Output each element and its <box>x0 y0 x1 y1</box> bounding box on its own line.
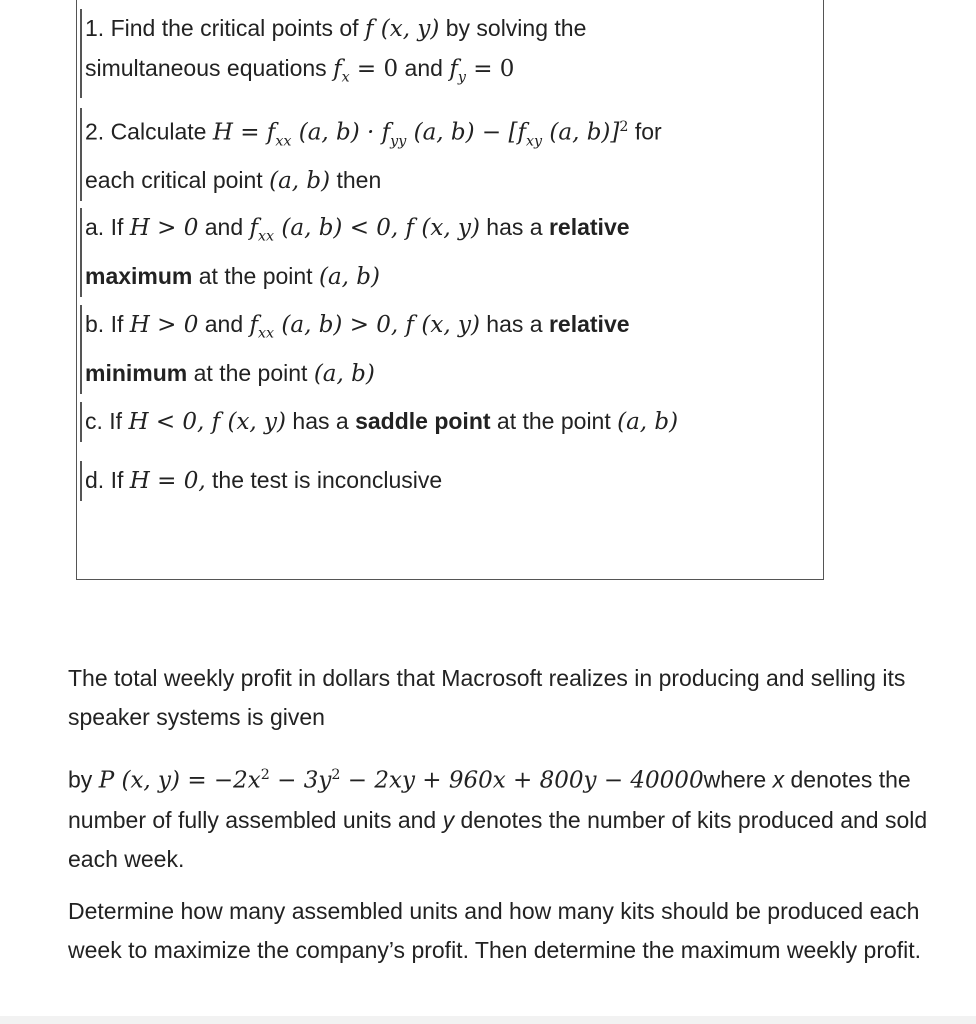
step-a <box>80 208 820 297</box>
math-fx-sub: x <box>341 69 350 86</box>
math-cond: H > 0 <box>129 215 199 241</box>
step-c <box>80 402 820 442</box>
step-1-and: and <box>398 55 450 81</box>
step-b-has: has a <box>479 311 549 337</box>
step-a-text: a. If <box>85 214 130 240</box>
step-2 <box>80 108 820 201</box>
math-cond: H < 0, f (x, y) <box>128 409 287 435</box>
problem-where: where <box>703 766 773 793</box>
math-profit-fn-3: − 2xy + 960x + 800y − 40000 <box>340 767 704 794</box>
problem-desc-y: denotes the number of kits produced and sold each week. <box>68 806 928 872</box>
step-1 <box>80 9 820 98</box>
math-eq0: = 0 <box>349 56 399 82</box>
step-c-tail: at the point <box>490 408 618 434</box>
math-fxy: f (x, y) <box>364 16 440 42</box>
emphasis-minimum: minimum <box>85 359 188 386</box>
math-fx: f <box>333 56 342 82</box>
emphasis-saddle-point: saddle point <box>355 408 491 434</box>
step-d <box>80 461 820 501</box>
step-2-suffix: for <box>628 118 662 145</box>
math-sub: xx <box>258 228 275 245</box>
step-2-line2: each critical point <box>85 167 270 194</box>
math-ab3: (a, b)] <box>542 119 620 146</box>
step-a-has: has a <box>479 214 549 240</box>
step-b-and: and <box>198 311 250 337</box>
step-1-text: 1. Find the critical points of <box>85 15 365 41</box>
math-point: (a, b) <box>617 409 679 435</box>
math-point: (a, b) <box>318 263 380 290</box>
math-fy: f <box>449 56 458 82</box>
math-ab1: (a, b) · f <box>291 119 391 146</box>
bottom-edge <box>0 1016 976 1024</box>
problem-desc-x: denotes the number of fully assembled units and <box>68 766 911 833</box>
math-sub-yy: yy <box>390 133 407 150</box>
step-b <box>80 305 820 394</box>
math-eq0b: = 0 <box>465 56 515 82</box>
math-profit-fn: P (x, y) = −2x <box>98 767 261 794</box>
math-f: f <box>249 215 259 241</box>
instructions-box <box>76 0 824 580</box>
var-x: x <box>772 766 785 793</box>
step-d-tail: the test is inconclusive <box>205 467 443 493</box>
math-cond: H > 0 <box>129 312 199 338</box>
math-point: (a, b) <box>313 360 375 387</box>
step-c-text: c. If <box>85 408 129 434</box>
step-b-tail: at the point <box>187 359 314 386</box>
step-2-text: 2. Calculate <box>85 118 213 145</box>
math-sub: xx <box>258 325 275 342</box>
math-sub-xy: xy <box>525 133 543 150</box>
math-sup: 2 <box>260 767 270 783</box>
step-2-then: then <box>330 167 382 194</box>
problem-function <box>68 756 953 879</box>
problem-question: Determine how many assembled units and how many kits should be produced each week to maximize the company’s profit. Then determine the maximum weekly profit. <box>68 898 922 963</box>
math-fy-sub: y <box>457 69 466 86</box>
math-sub-xx: xx <box>275 133 292 150</box>
math-rest: (a, b) > 0, f (x, y) <box>274 312 480 338</box>
problem-by: by <box>68 766 99 793</box>
emphasis-relative: relative <box>548 214 630 240</box>
step-c-has: has a <box>286 408 356 434</box>
step-b-text: b. If <box>85 311 130 337</box>
step-a-tail: at the point <box>192 262 319 289</box>
math-sup: 2 <box>331 767 341 783</box>
math-ab-point: (a, b) <box>269 168 331 195</box>
math-ab2: (a, b) − [f <box>406 119 526 146</box>
math-cond: H = 0, <box>129 468 206 494</box>
step-d-text: d. If <box>85 467 130 493</box>
step-1-line2: simultaneous equations <box>85 55 334 81</box>
math-f: f <box>249 312 259 338</box>
step-a-and: and <box>198 214 250 240</box>
math-profit-fn-2: − 3y <box>269 767 332 794</box>
math-rest: (a, b) < 0, f (x, y) <box>274 215 480 241</box>
step-1-text-mid: by solving the <box>439 15 587 41</box>
math-sup2: 2 <box>619 119 629 135</box>
math-h-formula: H = f <box>212 119 276 146</box>
var-y: y <box>442 806 455 833</box>
emphasis-maximum: maximum <box>85 262 193 289</box>
problem-intro: The total weekly profit in dollars that Macrosoft realizes in producing and selling its speaker systems is given <box>68 665 906 730</box>
emphasis-relative: relative <box>548 311 630 337</box>
